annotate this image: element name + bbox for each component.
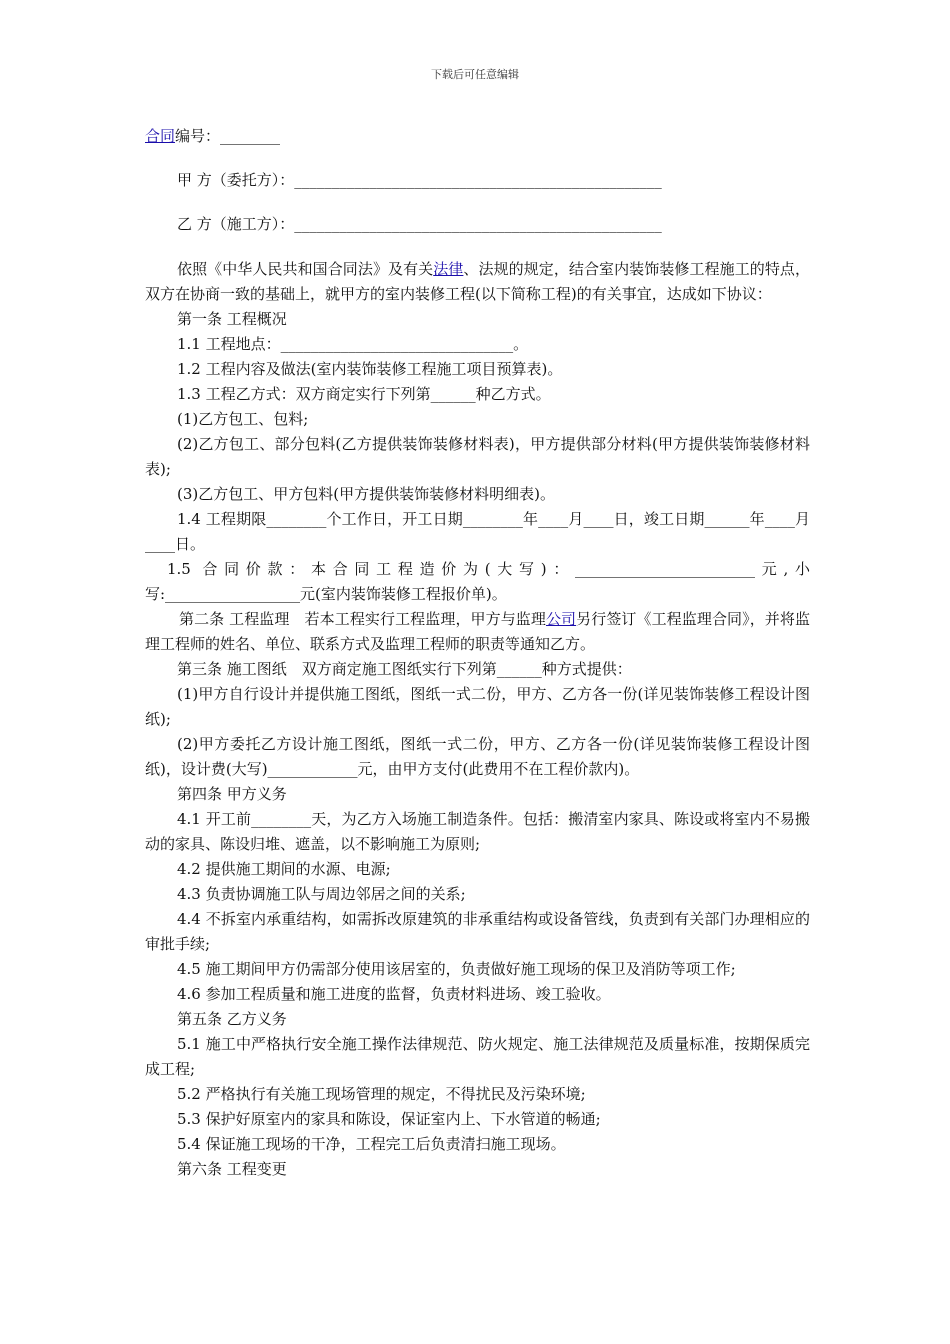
intro-paragraph: 依照《中华人民共和国合同法》及有关法律、法规的规定，结合室内装饰装修工程施工的特点，双方在协商一致的基础上，就甲方的室内装修工程(以下简称工程)的有关事宜，达成如下协议： [145, 260, 810, 303]
article-3-title: 第三条 施工图纸 双方商定施工图纸实行下列第______种方式提供： [177, 660, 632, 678]
article-6-title: 第六条 工程变更 [177, 1160, 287, 1178]
article-1-title: 第一条 工程概况 [177, 310, 287, 328]
page-header: 下载后可任意编辑 [431, 68, 519, 81]
party-b-line: 乙 方（施工方）：_________________________________________________ [177, 215, 662, 233]
contract-number-line [145, 124, 810, 149]
clause-4-2: 4.2 提供施工期间的水源、电源; [177, 860, 391, 878]
option-3: (3)乙方包工、甲方包料(甲方提供装饰装修材料明细表)。 [177, 485, 555, 503]
clause-5-3: 5.3 保护好原室内的家具和陈设，保证室内上、下水管道的畅通; [177, 1110, 601, 1128]
clause-5-2: 5.2 严格执行有关施工现场管理的规定，不得扰民及污染环境; [177, 1085, 586, 1103]
contract-link[interactable]: 合同 [145, 127, 176, 145]
contract-body [145, 124, 810, 1182]
clause-5-4: 5.4 保证施工现场的干净，工程完工后负责清扫施工现场。 [177, 1135, 566, 1153]
law-link[interactable]: 法律 [433, 260, 464, 278]
clause-4-5: 4.5 施工期间甲方仍需部分使用该居室的，负责做好施工现场的保卫及消防等项工作; [177, 960, 736, 978]
clause-4-3: 4.3 负责协调施工队与周边邻居之间的关系; [177, 885, 466, 903]
clause-4-4: 4.4 不拆室内承重结构，如需拆改原建筑的非承重结构或设备管线，负责到有关部门办理相应的审批手续; [145, 910, 810, 953]
option-1: (1)乙方包工、包料; [177, 410, 309, 428]
clause-1-5: 1.5 合同价款：本合同工程造价为(大写)：________________________元,小写:__________________元(室内装饰装修工程报价单)。 [145, 560, 810, 603]
clause-4-6: 4.6 参加工程质量和施工进度的监督，负责材料进场、竣工验收。 [177, 985, 611, 1003]
clause-1-3: 1.3 工程乙方式：双方商定实行下列第______种乙方式。 [177, 385, 551, 403]
option-2: (2)乙方包工、部分包料(乙方提供装饰装修材料表)，甲方提供部分材料(甲方提供装饰装修材料表); [145, 435, 810, 478]
contract-number-label: 编号：________ [175, 127, 281, 145]
clause-4-1: 4.1 开工前________天，为乙方入场施工制造条件。包括：搬清室内家具、陈设或将室内不易搬动的家具、陈设归堆、遮盖，以不影响施工为原则; [145, 810, 810, 853]
article-2-paragraph: 第二条 工程监理 若本工程实行工程监理，甲方与监理公司另行签订《工程监理合同》，并将监理工程师的姓名、单位、联系方式及监理工程师的职责等通知乙方。 [145, 610, 810, 653]
article-5-title: 第五条 乙方义务 [177, 1010, 287, 1028]
company-link[interactable]: 公司 [545, 610, 577, 628]
article-4-title: 第四条 甲方义务 [177, 785, 287, 803]
clause-1-1: 1.1 工程地点：_______________________________。 [177, 335, 529, 353]
clause-1-4: 1.4 工程期限________个工作日，开工日期________年____月____日，竣工日期______年____月____日。 [145, 510, 810, 553]
party-a-line: 甲 方（委托方）：_________________________________________________ [177, 171, 662, 189]
clause-5-1: 5.1 施工中严格执行安全施工操作法律规范、防火规定、施工法律规范及质量标准，按期保质完成工程; [145, 1035, 810, 1078]
clause-1-2: 1.2 工程内容及做法(室内装饰装修工程施工项目预算表)。 [177, 360, 563, 378]
drawing-option-2: (2)甲方委托乙方设计施工图纸，图纸一式二份，甲方、乙方各一份(详见装饰装修工程设计图纸)，设计费(大写)____________元，由甲方支付(此费用不在工程价款内)。 [145, 735, 810, 778]
drawing-option-1: (1)甲方自行设计并提供施工图纸，图纸一式二份，甲方、乙方各一份(详见装饰装修工程设计图纸); [145, 685, 810, 728]
